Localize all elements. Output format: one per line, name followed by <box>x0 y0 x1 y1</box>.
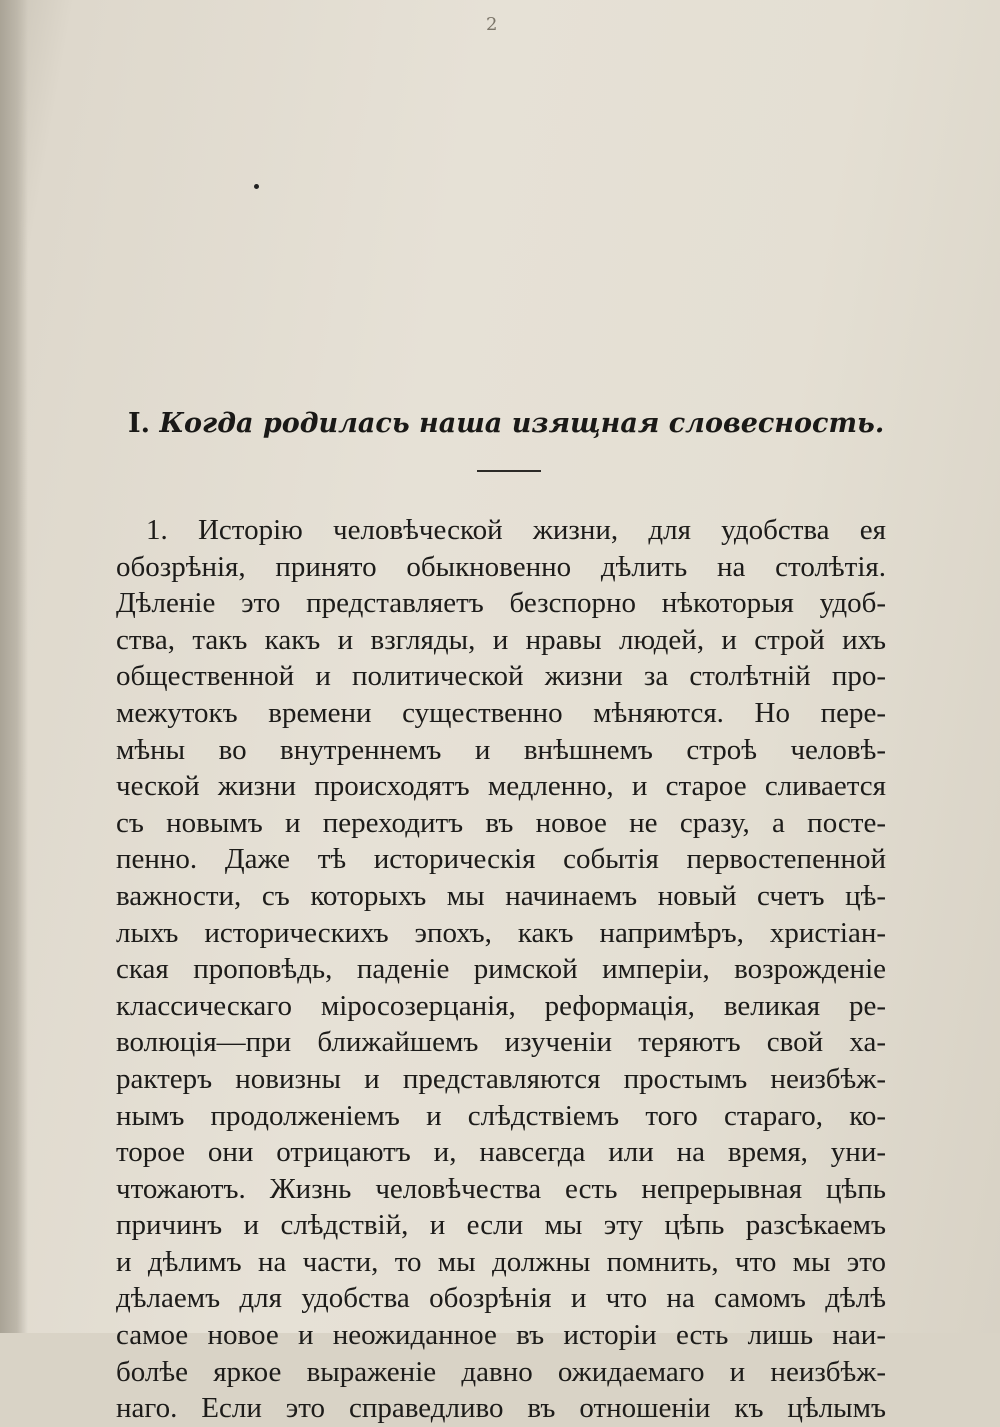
body-line: классическаго міросозерцанія, реформація, великая ре- <box>116 989 886 1022</box>
page-top-mark: 2 <box>486 14 498 35</box>
body-line: пенно. Даже тѣ историческія событія первостепенной <box>116 843 886 876</box>
body-line: причинъ и слѣдствій, и если мы эту цѣпь разсѣкаемъ <box>116 1209 886 1242</box>
section-number: I. <box>128 408 151 439</box>
body-line: межутокъ времени существенно мѣняются. Но пере- <box>116 696 886 729</box>
body-line: самое новое и неожиданное въ исторіи есть лишь наи- <box>116 1319 886 1352</box>
body-line: съ новымъ и переходитъ въ новое не сразу, а посте- <box>116 806 886 839</box>
heading-divider <box>477 470 541 472</box>
body-line: дѣлаемъ для удобства обозрѣнія и что на самомъ дѣлѣ <box>116 1282 886 1315</box>
body-line: волюція—при ближайшемъ изученіи теряютъ свой ха- <box>116 1026 886 1059</box>
body-line: лыхъ историческихъ эпохъ, какъ напримѣръ, христіан- <box>116 916 886 949</box>
section-title: Когда родилась наша изящная словесность. <box>159 408 885 439</box>
body-line: торое они отрицаютъ и, навсегда или на время, уни- <box>116 1136 886 1169</box>
body-line: нымъ продолженіемъ и слѣдствіемъ того стараго, ко- <box>116 1099 886 1132</box>
body-line: общественной и политической жизни за столѣтній про- <box>116 660 886 693</box>
body-line: мѣны во внутреннемъ и внѣшнемъ строѣ человѣ- <box>116 733 886 766</box>
body-line: рактеръ новизны и представляются простымъ неизбѣж- <box>116 1062 886 1095</box>
body-line: ства, такъ какъ и взгляды, и нравы людей, и строй ихъ <box>116 623 886 656</box>
page-gutter-shadow <box>0 0 28 1333</box>
body-line: болѣе яркое выраженіе давно ожидаемаго и неизбѣж- <box>116 1355 886 1388</box>
body-line: наго. Если это справедливо въ отношеніи къ цѣлымъ <box>116 1392 886 1425</box>
body-line: ская проповѣдь, паденіе римской имперіи, возрожденіе <box>116 953 886 986</box>
body-line: обозрѣнія, принято обыкновенно дѣлить на столѣтія. <box>116 550 886 583</box>
body-line: чтожаютъ. Жизнь человѣчества есть непрерывная цѣпь <box>116 1172 886 1205</box>
body-text <box>116 512 886 1427</box>
ink-dot-mark <box>254 184 259 189</box>
section-heading <box>128 408 885 439</box>
body-line: ческой жизни происходятъ медленно, и старое сливается <box>116 770 886 803</box>
body-line: и дѣлимъ на части, то мы должны помнить, что мы это <box>116 1245 886 1278</box>
body-line: Дѣленіе это представляетъ безспорно нѣкоторыя удоб- <box>116 587 886 620</box>
body-line: 1. Исторію человѣческой жизни, для удобства ея <box>146 514 886 546</box>
body-line: важности, съ которыхъ мы начинаемъ новый счетъ цѣ- <box>116 879 886 912</box>
